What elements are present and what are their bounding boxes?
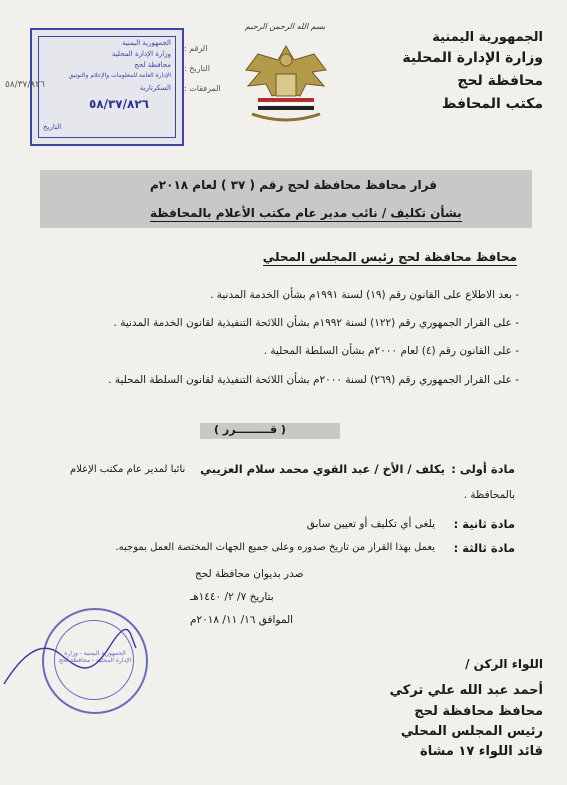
article-3-label: مادة ثالثة : (453, 541, 515, 555)
recital-item: - بعد الاطلاع على القانون رقم (١٩) لسنة ١٩٩١م بشأن الخدمة المدنية . (210, 289, 519, 301)
article-3-text: يعمل بهذا القرار من تاريخ صدوره وعلى جميع الجهات المختصة العمل بموجبه. (115, 542, 435, 553)
header-governorate: محافظة لحج (457, 73, 543, 89)
decision-title: قرار محافظ محافظة لحج رقم ( ٣٧ ) لعام ٢٠١٨م (150, 178, 437, 192)
stamp-line-governorate: محافظة لحج (134, 61, 171, 69)
signatory-title-council: رئيس المجلس المحلي (400, 724, 543, 739)
issued-gregorian-date: الموافق ١٦/ ١١/ ٢٠١٨م (190, 614, 294, 626)
article-1-position: نائبا لمدير عام مكتب الإعلام (70, 464, 186, 475)
recital-item: - على القانون رقم (٤) لعام ٢٠٠٠م بشأن السلطة المحلية . (263, 345, 519, 357)
basmala: بسم الله الرحمن الرحيم (245, 22, 326, 31)
issuer-heading: محافظ محافظة لحج رئيس المجلس المحلي (262, 250, 517, 264)
stamp-ref-number: ٥٨/٣٧/٨٢٦ (88, 97, 149, 111)
stamp-line-department: الإدارة العامة للمعلومات والإعلام والتوثيق (68, 72, 171, 79)
article-1-continuation: بالمحافظة . (463, 489, 515, 501)
signatory-title-governor: محافظ محافظة لحج (414, 704, 543, 719)
signature-scribble-icon (0, 628, 140, 688)
signatory-rank: اللواء الركن / (465, 657, 543, 671)
header-office: مكتب المحافظ (441, 96, 543, 112)
stamp-date-label: التاريخ (43, 123, 62, 131)
header-ministry: وزارة الإدارة المحلية (402, 50, 543, 66)
stamp-line-secretariat: السكرتارية (139, 84, 171, 92)
article-2-text: يلغى أي تكليف أو تعيين سابق (306, 518, 435, 530)
header-country: الجمهورية اليمنية (432, 30, 543, 45)
date-label: التاريخ : (184, 64, 211, 73)
stamp-line-ministry: وزارة الإدارة المحلية (111, 50, 171, 58)
issued-hijri-date: بتاريخ ٧/ ٢/ ١٤٤٠هـ (190, 591, 274, 603)
decision-subject: بشأن تكليف / نائب مدير عام مكتب الأعلام بالمحافظة (150, 206, 462, 220)
margin-number: ٥٨/٣٧/٨٢٦ (5, 80, 45, 90)
attachments-label: المرفقات : (184, 84, 221, 93)
ref-label: الرقم : (184, 44, 208, 53)
recital-item: - على القرار الجمهوري رقم (١٢٢) لسنة ١٩٩٢م بشأن اللائحة التنفيذية لقانون الخدمة المدنية . (113, 317, 519, 329)
signatory-name: أحمد عبد الله علي تركي (389, 683, 543, 698)
article-2-label: مادة ثانية : (453, 517, 515, 531)
registry-stamp (30, 28, 184, 146)
stamp-line-country: الجمهورية اليمنية (121, 39, 171, 47)
signatory-title-brigade: قائد اللواء ١٧ مشاة (420, 744, 543, 759)
yemen-eagle-emblem-icon (238, 40, 334, 128)
decides-heading: ( قـــــــــرر ) (214, 423, 286, 436)
recital-item: - على القرار الجمهوري رقم (٢٦٩) لسنة ٢٠٠٠م بشأن اللائحة التنفيذية لقانون السلطة المحلية . (108, 374, 519, 386)
article-1-text: يكلف / الأخ / عبد القوي محمد سلام العزيبي (200, 462, 445, 476)
article-1-label: مادة أولى : (451, 462, 515, 476)
seal-text: الجمهورية اليمنية - وزارة الإدارة المحلية - محافظة لحج (58, 650, 132, 664)
issued-place: صدر بديوان محافظة لحج (195, 568, 304, 580)
